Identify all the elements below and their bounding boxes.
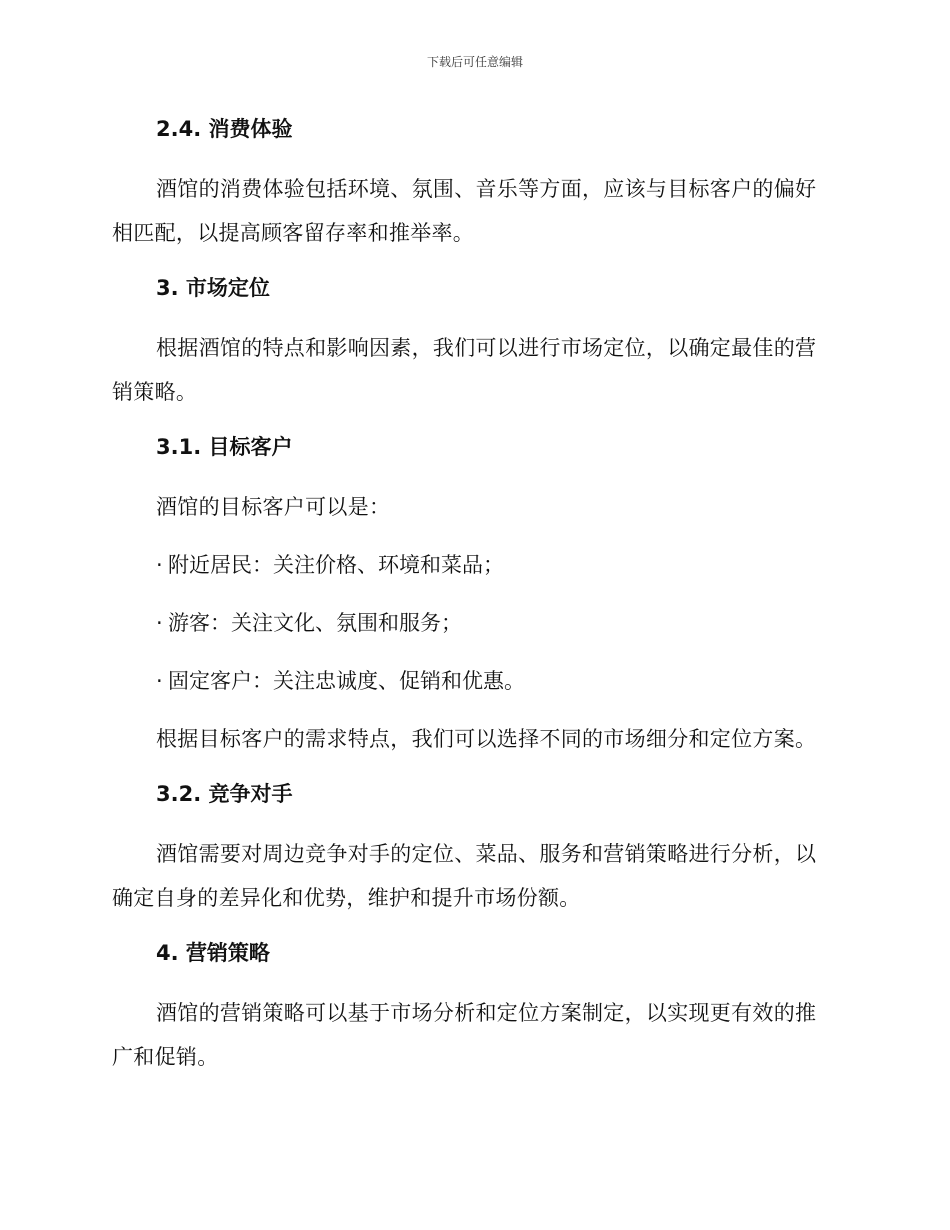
section-heading-2-4: 2.4. 消费体验	[156, 117, 293, 141]
list-item	[112, 543, 832, 587]
section-paragraph-3-2: 酒馆需要对周边竞争对手的定位、菜品、服务和营销策略进行分析，以确定自身的差异化和优势，维护和提升市场份额。	[112, 842, 817, 910]
bullet-marker: ·	[156, 553, 163, 577]
section-heading-4: 4. 营销策略	[156, 941, 270, 965]
bullet-marker: ·	[156, 669, 163, 693]
list-item-text: 游客：关注文化、氛围和服务；	[168, 611, 462, 635]
document-body	[112, 110, 832, 1093]
list-item-text: 附近居民：关注价格、环境和菜品；	[168, 553, 504, 577]
section-outro-3-1: 根据目标客户的需求特点，我们可以选择不同的市场细分和定位方案。	[156, 727, 817, 751]
section-heading-3: 3. 市场定位	[156, 276, 270, 300]
section-paragraph-3: 根据酒馆的特点和影响因素，我们可以进行市场定位，以确定最佳的营销策略。	[112, 336, 817, 404]
list-item	[112, 659, 832, 703]
list-item	[112, 601, 832, 645]
page-header-note: 下载后可任意编辑	[426, 55, 523, 69]
list-item-text: 固定客户：关注忠诚度、促销和优惠。	[168, 669, 525, 693]
section-paragraph-4: 酒馆的营销策略可以基于市场分析和定位方案制定，以实现更有效的推广和促销。	[112, 1001, 817, 1069]
section-paragraph-2-4: 酒馆的消费体验包括环境、氛围、音乐等方面，应该与目标客户的偏好相匹配，以提高顾客留存率和推举率。	[112, 177, 817, 245]
section-heading-3-1: 3.1. 目标客户	[156, 435, 293, 459]
section-heading-3-2: 3.2. 竞争对手	[156, 782, 293, 806]
section-intro-3-1: 酒馆的目标客户可以是：	[156, 495, 391, 519]
bullet-marker: ·	[156, 611, 163, 635]
